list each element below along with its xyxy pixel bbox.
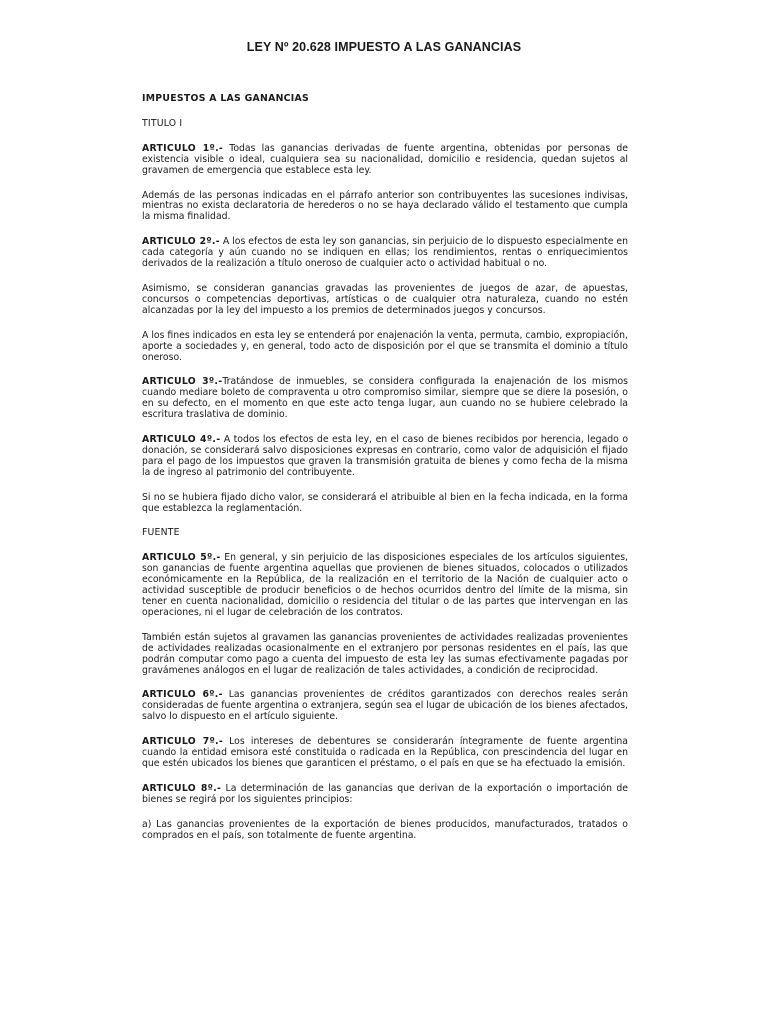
paragraph [142,633,628,677]
paragraph-text: La determinación de las ganancias que derivan de la exportación o importación de bienes se regirá por los siguientes principios: [142,782,629,805]
titulo-heading: TITULO I [142,117,183,129]
paragraph [142,784,628,806]
paragraph-text: A todos los efectos de esta ley, en el caso de bienes recibidos por herencia, legado o donación, se considerará salvo disposiciones expresas en contrario, como valor de adquisición el fijado para el pago de los impuestos que graven la transmisión gratuita de bienes y como fecha de la misma la de ingreso al patrimonio del contribuyente. [142,434,629,478]
article-label: ARTICULO 5º.- [142,552,221,564]
paragraph [142,284,628,317]
paragraph-text: En general, y sin perjuicio de las disposiciones especiales de los artículos siguientes, son ganancias de fuente argentina aquellas que provienen de bienes situados, colocados o utilizados económicamente en la República, de la realización en el territorio de la Nación de cualquier acto o actividad susceptible de producir beneficios o de hechos ocurridos dentro del límite de la misma, sin tener en cuenta nacionalidad, domicilio o residencia del titular o de las partes que intervengan en las operaciones, ni el lugar de celebración de los contratos. [142,552,629,618]
article-label: ARTICULO 7º.- [142,736,224,748]
paragraph-text: a) Las ganancias provenientes de la exportación de bienes producidos, manufacturados, tratados o comprados en el país, son totalmente de fuente argentina. [142,818,628,841]
paragraph-text: Si no se hubiera fijado dicho valor, se considerará el atribuible al bien en la fecha indicada, en la forma que establezca la reglamentación. [142,491,628,514]
paragraph-list [142,144,628,842]
paragraph-text: Tratándose de inmuebles, se considera configurada la enajenación de los mismos cuando mediare boleto de compraventa u otro compromiso similar, siempre que se diere la posesión, o en su defecto, en el momento en que este acto tenga lugar, aun cuando no se hubiere celebrado la escritura traslativa de dominio. [142,376,628,421]
paragraph [142,553,628,618]
paragraph-text: A los fines indicados en esta ley se entenderá por enajenación la venta, permuta, cambio, expropiación, aporte a sociedades y, en general, todo acto de disposición por el que se transmita el dominio a título oneroso. [142,329,628,363]
paragraph [142,435,628,479]
paragraph [142,493,628,515]
document-body [142,94,628,856]
article-label: ARTICULO 1º.- [142,142,224,154]
paragraph-text: Además de las personas indicadas en el párrafo anterior son contribuyentes las sucesiones indivisas, mientras no exista declaratoria de herederos o no se haya declarado válido el testamento que cumpla la misma finalidad. [142,189,628,223]
paragraph [142,377,628,421]
article-label: ARTICULO 4º.- [142,434,221,446]
section-heading: IMPUESTOS A LAS GANANCIAS [142,93,310,104]
article-label: ARTICULO 8º.- [142,782,222,794]
paragraph-text: Los intereses de debentures se considerarán íntegramente de fuente argentina cuando la entidad emisora esté constituida o radicada en la República, con prescindencia del lugar en que estén ubicados los bienes que garanticen el préstamo, o el país en que se ha efectuado la emisión. [142,736,629,769]
paragraph [142,331,628,364]
article-label: ARTICULO 2º.- [142,236,220,248]
paragraph [142,690,628,723]
paragraph-text: Asimismo, se consideran ganancias gravadas las provenientes de juegos de azar, de apuestas, concursos o competencias deportivas, artísticas o de cualquier otra naturaleza, cuando no estén alcanzadas por la ley del impuesto a los premios de determinados juegos y concursos. [142,282,628,316]
paragraph-text: También están sujetos al gravamen las ganancias provenientes de actividades realizadas provenientes de actividades realizadas ocasionalmente en el extranjero por personas residentes en el país, las que podrán computar como pago a cuenta del impuesto de esta ley las sumas efectivamente pagadas por gravámenes análogos en el lugar de realización de tales actividades, a condición de reciprocidad. [142,631,628,676]
article-label: ARTICULO 6º.- [142,689,223,701]
paragraph [142,191,628,224]
paragraph [142,237,628,270]
fuente-heading [142,528,628,539]
article-label: ARTICULO 3º.- [142,376,223,388]
paragraph-text: Todas las ganancias derivadas de fuente argentina, obtenidas por personas de existencia visible o ideal, cualquiera sea su nacionalidad, domicilio e residencia, quedan sujetos al gravamen de emergencia que establece esta ley. [142,142,628,176]
paragraph [142,820,628,842]
document-title: LEY Nº 20.628 IMPUESTO A LAS GANANCIAS [246,40,522,54]
paragraph-text: A los efectos de esta ley son ganancias, sin perjuicio de lo dispuesto especialmente en cada categoría y aún cuando no se indiquen en ellas; los rendimientos, rentas o enriquecimientos derivados de la realización a título oneroso de cualquier acto o actividad habitual o no. [142,236,629,270]
paragraph [142,737,628,770]
paragraph [142,144,628,177]
paragraph-text: FUENTE [142,527,180,539]
paragraph-text: Las ganancias provenientes de créditos garantizados con derechos reales serán consideradas de fuente argentina o extranjera, según sea el lugar de ubicación de los bienes afectados, salvo lo dispuesto en el artículo siguiente. [142,689,629,723]
